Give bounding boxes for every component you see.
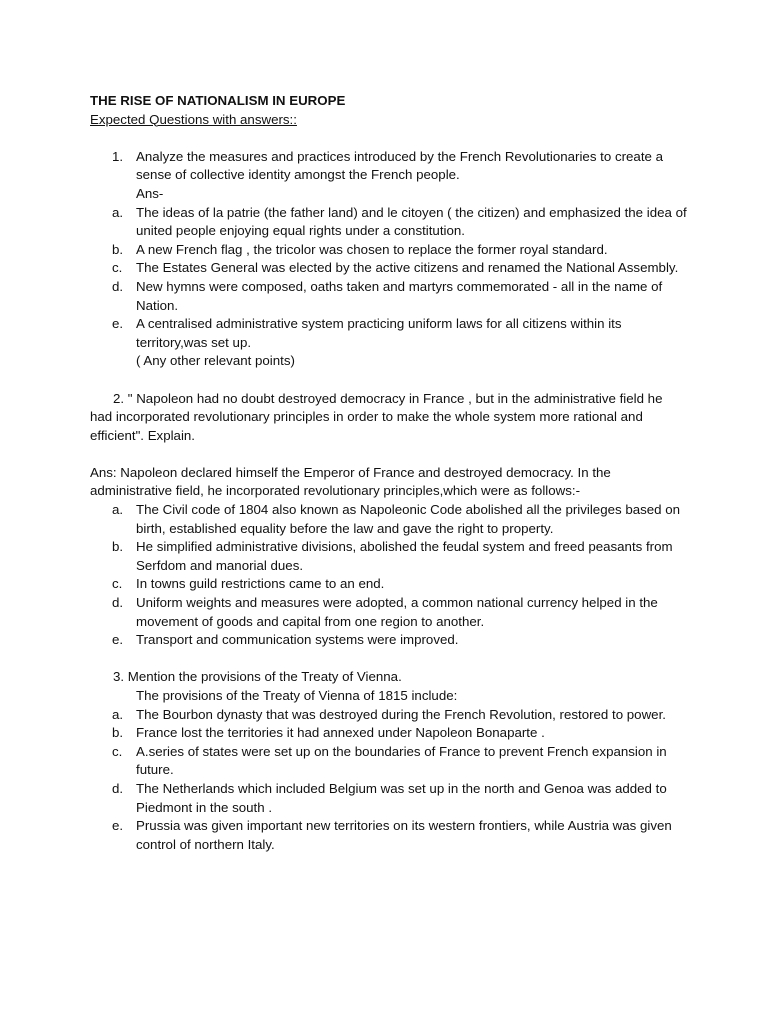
- list-marker: e.: [112, 632, 124, 648]
- list-item-text: He simplified administrative divisions, abolished the feudal system and freed peasants from Serfdom and manorial dues.: [136, 539, 673, 573]
- list-item: [90, 259, 688, 278]
- answer-label: Ans-: [136, 185, 164, 201]
- list-marker: d.: [112, 780, 124, 796]
- question-2-answer-intro: Ans: Napoleon declared himself the Emperor of France and destroyed democracy. In the administrative field, he incorporated revolutionary principles,which were as follows:-: [90, 464, 611, 499]
- list-marker: a.: [112, 706, 124, 722]
- list-item-text: The Netherlands which included Belgium was set up in the north and Genoa was added to Piedmont in the south .: [136, 780, 667, 815]
- document-subtitle: Expected Questions with answers::: [90, 111, 297, 127]
- document-title: THE RISE OF NATIONALISM IN EUROPE: [90, 93, 346, 108]
- question-1: [90, 148, 688, 185]
- spacer: [90, 445, 688, 464]
- answer-note: ( Any other relevant points): [136, 353, 295, 369]
- list-item-text: The Civil code of 1804 also known as Napoleonic Code abolished all the privileges based on birth, established equality before the law and gave the right to property.: [136, 502, 681, 536]
- question-number: 1.: [112, 148, 124, 164]
- list-item: [90, 241, 688, 260]
- list-marker: d.: [112, 278, 124, 294]
- list-marker: b.: [112, 539, 124, 555]
- list-marker: b.: [112, 241, 124, 257]
- list-item: [90, 706, 688, 725]
- spacer: [90, 650, 688, 669]
- list-item-text: France lost the territories it had annexed under Napoleon Bonaparte .: [136, 725, 545, 741]
- list-item: [90, 743, 688, 780]
- question-2-text: 2. " Napoleon had no doubt destroyed democracy in France , but in the administrative field he had incorporated revolutionary principles in order to make the whole system more rational and efficient". Explain.: [90, 390, 663, 443]
- list-item-text: A new French flag , the tricolor was chosen to replace the former royal standard.: [136, 241, 608, 257]
- list-marker: a.: [112, 502, 124, 518]
- question-3-answer-intro: The provisions of the Treaty of Vienna of 1815 include:: [136, 688, 458, 703]
- list-marker: c.: [112, 260, 123, 276]
- list-marker: e.: [112, 818, 124, 834]
- spacer: [90, 371, 688, 390]
- list-item-text: A.series of states were set up on the boundaries of France to prevent French expansion in future.: [136, 743, 667, 778]
- list-marker: c.: [112, 743, 123, 759]
- list-item-text: Transport and communication systems were improved.: [136, 632, 459, 648]
- list-item-text: Uniform weights and measures were adopted, a common national currency helped in the movement of goods and capital from one region to another.: [136, 595, 658, 629]
- list-item-text: A centralised administrative system practicing uniform laws for all citizens within its territory,was set up.: [136, 316, 622, 350]
- list-item-text: New hymns were composed, oaths taken and martyrs commemorated - all in the name of Nation.: [136, 278, 663, 313]
- list-item: [90, 594, 688, 631]
- list-marker: c.: [112, 576, 123, 592]
- question-3-text: 3. Mention the provisions of the Treaty of Vienna.: [113, 669, 402, 685]
- list-item: [90, 204, 688, 241]
- list-item-text: The Bourbon dynasty that was destroyed during the French Revolution, restored to power.: [136, 706, 666, 722]
- list-item: [90, 501, 688, 538]
- list-item: [90, 315, 688, 352]
- list-marker: d.: [112, 595, 124, 611]
- list-item-text: Prussia was given important new territories on its western frontiers, while Austria was given control of northern Italy.: [136, 818, 672, 852]
- list-marker: e.: [112, 316, 124, 332]
- list-item: [90, 575, 688, 594]
- list-item: [90, 724, 688, 743]
- list-marker: b.: [112, 725, 124, 741]
- list-item-text: In towns guild restrictions came to an end.: [136, 576, 385, 592]
- list-marker: a.: [112, 204, 124, 220]
- question-1-text: Analyze the measures and practices introduced by the French Revolutionaries to create a sense of collective identity amongst the French people.: [136, 148, 663, 183]
- list-item-text: The Estates General was elected by the active citizens and renamed the National Assembly.: [136, 260, 679, 276]
- spacer: [90, 129, 688, 148]
- list-item: [90, 817, 688, 854]
- list-item: [90, 278, 688, 315]
- list-item: [90, 631, 688, 650]
- list-item: [90, 538, 688, 575]
- list-item-text: The ideas of la patrie (the father land) and le citoyen ( the citizen) and emphasized the idea of united people enjoying equal rights under a constitution.: [136, 204, 687, 239]
- list-item: [90, 780, 688, 817]
